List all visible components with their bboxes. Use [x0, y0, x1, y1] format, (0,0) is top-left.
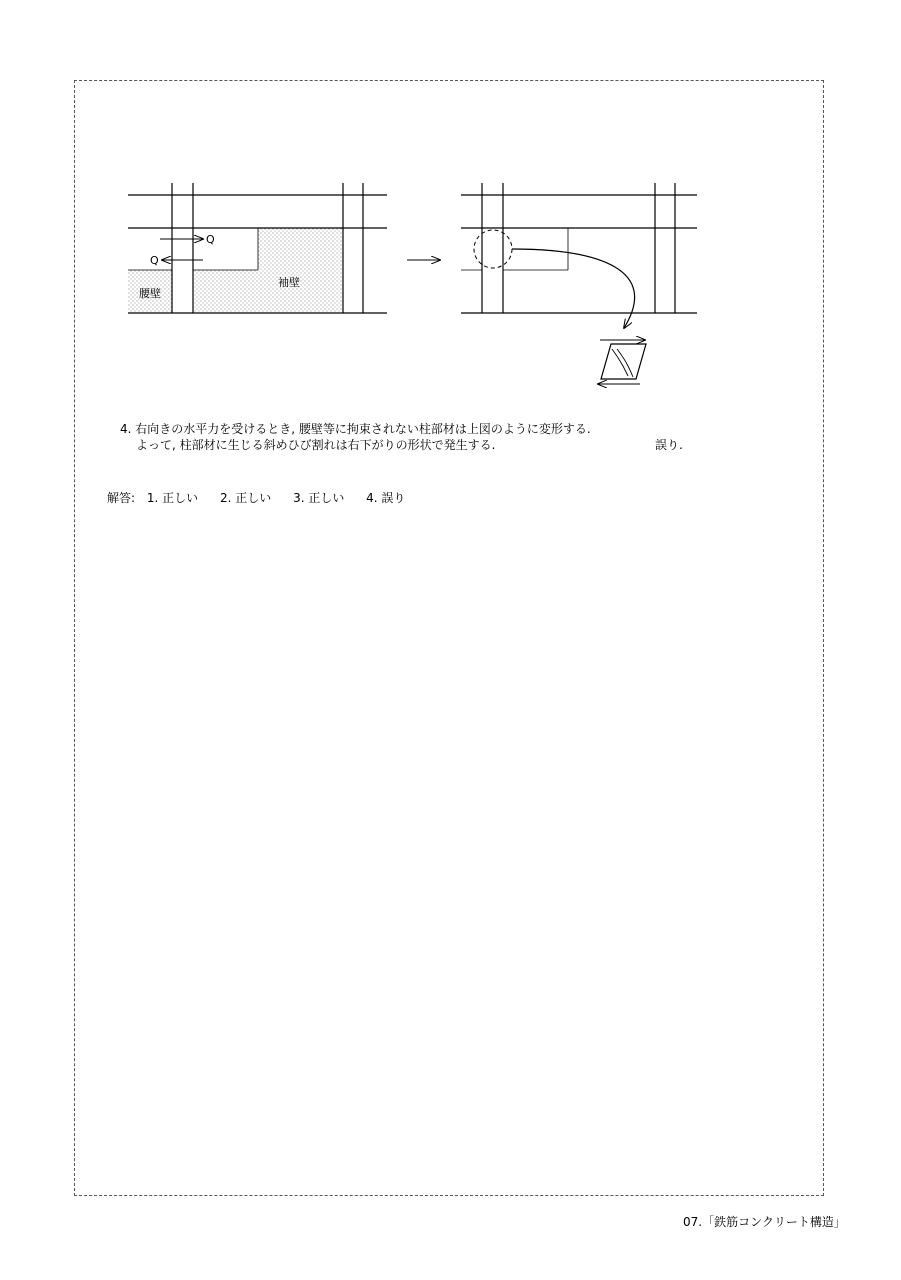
page-footer: 07.「鉄筋コンクリート構造」 — [683, 1215, 846, 1229]
left-diagram — [128, 183, 387, 313]
statement-verdict: 誤り. — [655, 438, 683, 452]
deformed-column-detail — [598, 340, 646, 384]
right-diagram — [461, 183, 697, 384]
answer-item-3: 3. 正しい — [293, 491, 345, 505]
statement-line-2: よって, 柱部材に生じる斜めひび割れは右下がりの形状で発生する. — [136, 438, 496, 452]
answer-item-4: 4. 誤り — [366, 491, 406, 505]
answer-item-2: 2. 正しい — [219, 491, 272, 505]
structural-figure — [0, 0, 901, 420]
detail-pointer-arrow — [512, 249, 635, 328]
spandrel-wall-label: 腰壁 — [139, 287, 161, 300]
statement-line-1: 4. 右向きの水平力を受けるとき, 腰壁等に拘束されない柱部材は上図のように変形する. — [120, 422, 591, 436]
wing-wall-fill — [193, 228, 343, 313]
answer-summary — [107, 490, 423, 506]
answer-label: 解答: — [107, 491, 136, 505]
load-label-top: Q — [206, 233, 215, 246]
wing-wall-label: 袖壁 — [278, 276, 300, 289]
load-label-bottom: Q — [150, 254, 159, 267]
answer-item-1: 1. 正しい — [146, 491, 199, 505]
focus-circle — [474, 230, 512, 268]
